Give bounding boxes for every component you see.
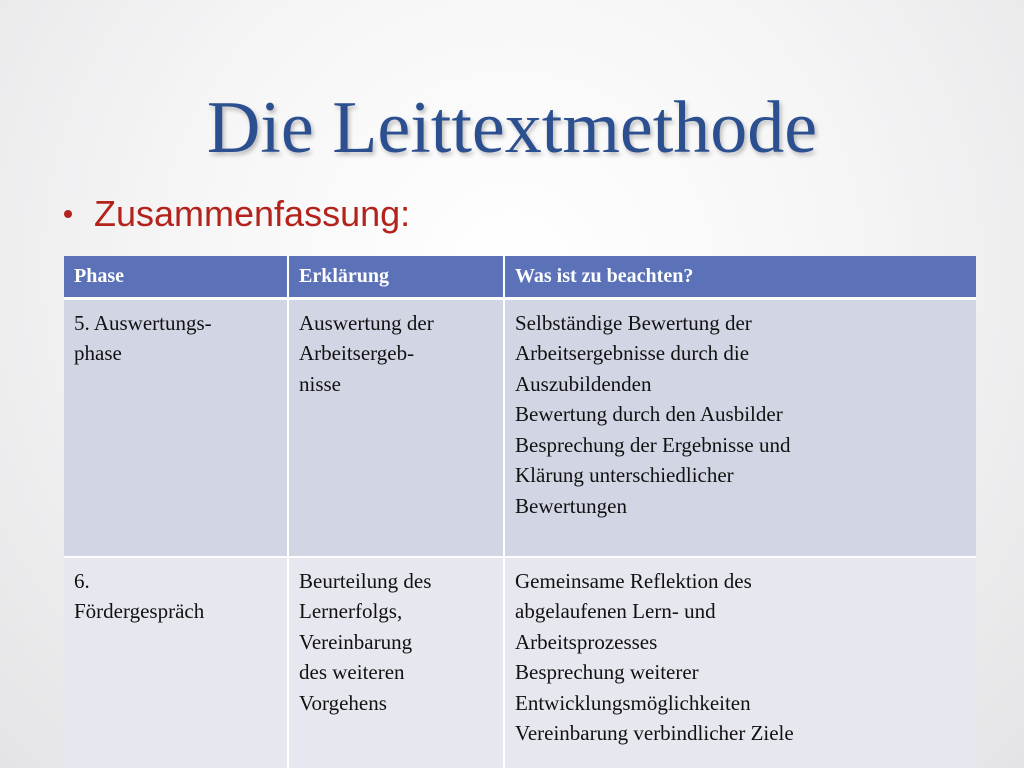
cell-beachten bbox=[504, 298, 976, 557]
cell-line: Besprechung der Ergebnisse und bbox=[515, 432, 791, 457]
cell-line: Arbeitsergebnisse durch die bbox=[515, 341, 750, 365]
table-header-row bbox=[64, 256, 976, 298]
cell-line: Bewertungen bbox=[515, 493, 627, 518]
cell-line: Entwicklungsmöglichkeiten bbox=[515, 690, 751, 715]
table-row bbox=[64, 298, 976, 557]
cell-line: Fördergespräch bbox=[74, 599, 205, 623]
cell-phase bbox=[64, 298, 288, 557]
cell-line: Auswertung der bbox=[299, 310, 434, 335]
slide-title: Die Leittextmethode bbox=[206, 87, 818, 169]
header-phase: Phase bbox=[64, 256, 288, 298]
table-row bbox=[64, 557, 976, 768]
cell-line: Besprechung weiterer bbox=[515, 660, 699, 684]
cell-line: Lernerfolgs, bbox=[299, 599, 403, 623]
bullet-item bbox=[64, 188, 410, 240]
header-erklaerung: Erklärung bbox=[288, 256, 504, 298]
cell-erklaerung bbox=[288, 557, 504, 768]
header-beachten: Was ist zu beachten? bbox=[504, 256, 976, 298]
cell-line: Vorgehens bbox=[299, 690, 387, 715]
cell-line: nisse bbox=[299, 371, 341, 396]
cell-line: Beurteilung des bbox=[299, 568, 432, 593]
cell-line: 6. bbox=[74, 568, 90, 593]
cell-line: Gemeinsame Reflektion des bbox=[515, 568, 752, 593]
bullet-text: Zusammenfassung: bbox=[94, 193, 411, 234]
cell-phase bbox=[64, 557, 288, 768]
summary-table bbox=[64, 256, 976, 768]
cell-beachten bbox=[504, 557, 976, 768]
cell-line: Selbständige Bewertung der bbox=[515, 310, 752, 335]
cell-erklaerung bbox=[288, 298, 504, 557]
bullet-icon bbox=[64, 210, 72, 218]
cell-line: 5. Auswertungs- bbox=[74, 310, 212, 335]
cell-line: Vereinbarung verbindlicher Ziele bbox=[515, 721, 794, 745]
cell-line: Bewertung durch den Ausbilder bbox=[515, 402, 783, 426]
cell-line: phase bbox=[74, 341, 122, 365]
cell-line: des weiteren bbox=[299, 660, 405, 684]
cell-line: Klärung unterschiedlicher bbox=[515, 463, 734, 487]
cell-line: Vereinbarung bbox=[299, 629, 413, 654]
cell-line: Arbeitsprozesses bbox=[515, 629, 658, 654]
cell-line: Auszubildenden bbox=[515, 371, 652, 396]
cell-line: Arbeitsergeb- bbox=[299, 341, 415, 365]
cell-line: abgelaufenen Lern- und bbox=[515, 599, 716, 623]
